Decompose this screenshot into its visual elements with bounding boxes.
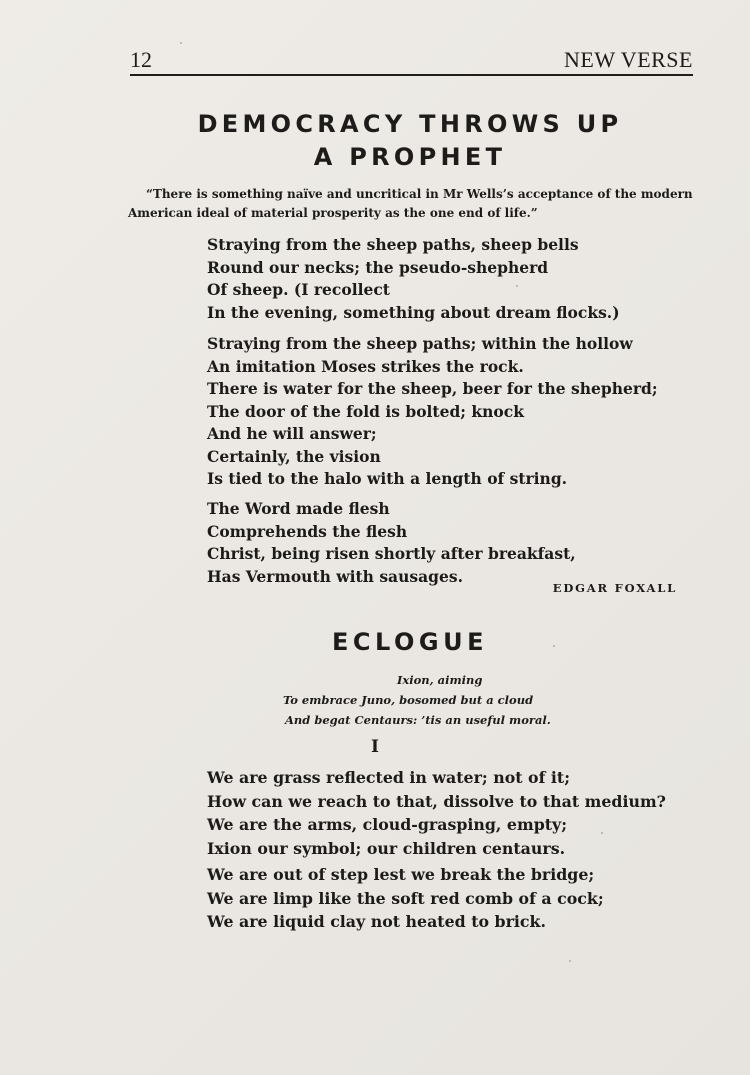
epigraph-line: “There is something naïve and uncritical in Mr Wells’s acceptance of the modern xyxy=(146,187,693,201)
verse-line: Christ, being risen shortly after breakfast, xyxy=(207,544,576,563)
verse-line: We are out of step lest we break the bridge; xyxy=(207,865,595,884)
journal-title: NEW VERSE xyxy=(564,47,693,72)
paper-speck xyxy=(516,285,518,287)
stanza-1 xyxy=(207,234,620,324)
paper-speck xyxy=(180,42,182,44)
poem-title-line-2: A PROPHET xyxy=(313,143,507,171)
verse-line: We are grass reflected in water; not of it; xyxy=(207,768,571,787)
verse-line: We are liquid clay not heated to brick. xyxy=(207,912,546,931)
verse-line: We are limp like the soft red comb of a cock; xyxy=(207,888,604,908)
verse-line: We are the arms, cloud-grasping, empty; xyxy=(207,815,568,834)
paper-speck xyxy=(569,960,571,962)
verse-line: Certainly, the vision xyxy=(207,446,381,466)
epigraph-line: To embrace Juno, bosomed but a cloud xyxy=(283,693,534,707)
verse-line: Is tied to the halo with a length of string. xyxy=(207,469,568,488)
verse-line: In the evening, something about dream flocks.) xyxy=(207,302,620,322)
running-head xyxy=(130,48,693,76)
verse-line: Comprehends the flesh xyxy=(207,521,408,541)
eclogue-title: ECLOGUE xyxy=(332,628,488,656)
verse-line: Round our necks; the pseudo-shepherd xyxy=(207,257,549,277)
epigraph-line: Ixion, aiming xyxy=(397,673,483,687)
epigraph-line: American ideal of material prosperity as the one end of life.” xyxy=(128,206,538,220)
verse-line: An imitation Moses strikes the rock. xyxy=(207,356,524,376)
paper-speck xyxy=(601,832,603,834)
verse-line: How can we reach to that, dissolve to that medium? xyxy=(207,791,666,811)
section-number: I xyxy=(371,737,379,757)
verse-line: The door of the fold is bolted; knock xyxy=(207,401,524,421)
verse-line: Has Vermouth with sausages. xyxy=(207,566,463,586)
poem-title-line-1: DEMOCRACY THROWS UP xyxy=(197,110,623,138)
verse-line: Straying from the sheep paths; within the hollow xyxy=(207,334,633,353)
eclogue-epigraph xyxy=(200,670,580,730)
verse-line: Straying from the sheep paths, sheep bells xyxy=(207,235,579,254)
eclogue-stanza-1 xyxy=(207,766,666,860)
verse-line: And he will answer; xyxy=(207,424,377,443)
page-number: 12 xyxy=(130,47,152,72)
verse-line: The Word made flesh xyxy=(207,499,390,518)
verse-line: There is water for the sheep, beer for the shepherd; xyxy=(207,379,658,398)
epigraph-line: And begat Centaurs: ’tis an useful moral. xyxy=(285,713,551,727)
verse-line: Ixion our symbol; our children centaurs. xyxy=(207,838,566,858)
eclogue-stanza-2 xyxy=(207,863,604,934)
stanza-2 xyxy=(207,333,658,491)
author-name: EDGAR FOXALL xyxy=(552,581,677,595)
poem-epigraph xyxy=(128,185,708,223)
paper-speck xyxy=(553,645,555,647)
stanza-3 xyxy=(207,498,576,588)
verse-line: Of sheep. (I recollect xyxy=(207,280,390,299)
